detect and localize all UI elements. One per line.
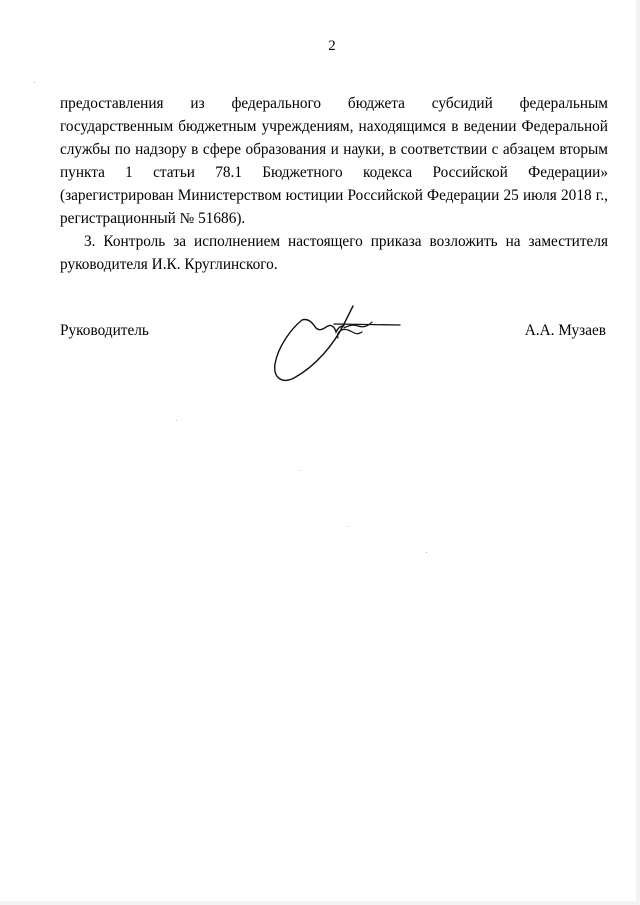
signer-title: Руководитель <box>60 322 149 339</box>
paragraph-continuation: предоставления из федерального бюджета субсидий федеральным государственным бюджетным учреждениям, находящимся в ведении Федеральной службы по надзору в сфере образования и науки, в соответствии с абзацем вторым пункта 1 статьи 78.1 Бюджетного кодекса Российской Федерации» (зарегистрирован Министерством юстиции Российской Федерации 25 июля 2018 г., регистрационный № 51686). <box>60 95 608 227</box>
scan-speck <box>176 420 177 421</box>
paragraph-item-3: 3. Контроль за исполнением настоящего приказа возложить на заместителя руководителя И.К. Круглинского. <box>60 233 608 273</box>
scan-speck <box>300 470 301 471</box>
scan-speck <box>348 526 349 527</box>
scan-edge <box>636 0 640 905</box>
scan-speck <box>34 82 35 83</box>
page-number: 2 <box>328 38 336 54</box>
scan-edge <box>0 901 640 905</box>
signature-block <box>60 318 608 418</box>
document-body <box>60 92 608 276</box>
scan-speck <box>426 552 427 553</box>
signer-name: А.А. Музаев <box>524 322 606 339</box>
handwritten-signature <box>272 298 412 398</box>
